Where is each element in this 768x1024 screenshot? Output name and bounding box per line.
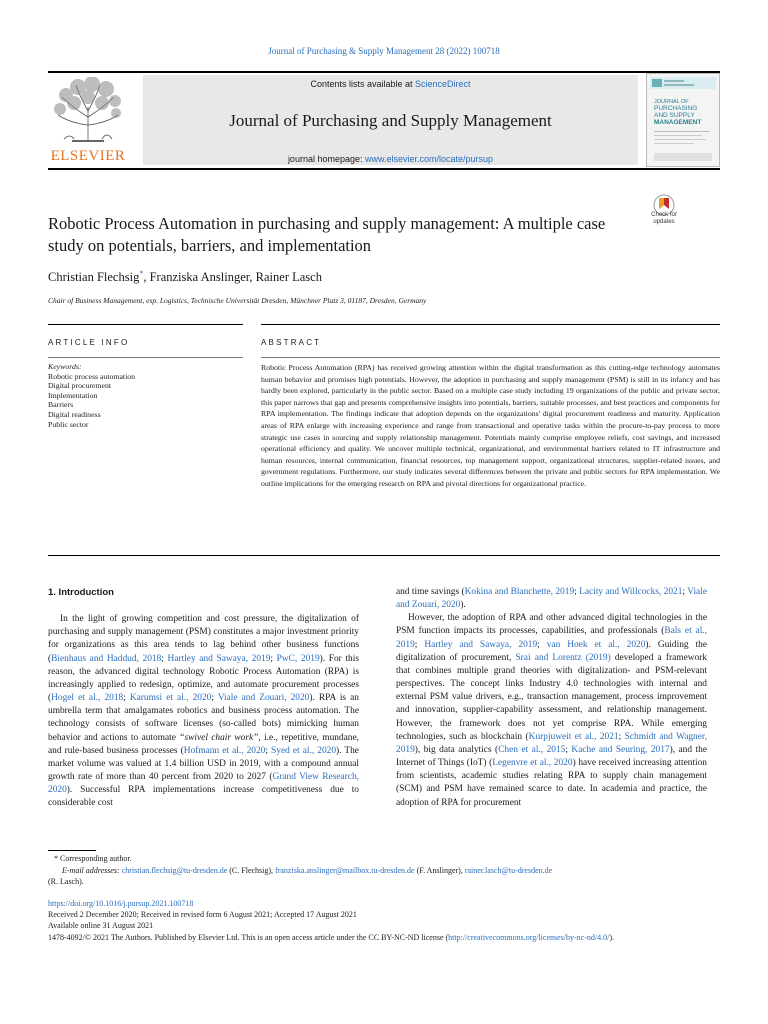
masthead-bottom-rule: [48, 168, 720, 170]
sciencedirect-link[interactable]: ScienceDirect: [415, 79, 471, 89]
body-text: ;: [265, 745, 272, 756]
body-text: ;: [618, 731, 625, 742]
keyword-item: Digital readiness: [48, 409, 101, 419]
license-statement: [48, 932, 720, 943]
footnotes: [48, 853, 720, 888]
email-link[interactable]: christian.flechsig@tu-dresden.de: [121, 865, 228, 875]
author-name[interactable]: Christian Flechsig: [48, 270, 140, 285]
body-text: However, the adoption of RPA and other advanced digital technologies in the PSM function impacts its processes, capabilities, and professionals (: [396, 613, 707, 637]
journal-homepage-line: [143, 154, 638, 164]
body-text: ). Guiding the digitalization of procurement,: [396, 639, 707, 663]
citation-link[interactable]: Hogel et al., 2018: [51, 693, 124, 704]
body-text: ) have received increasing attention from scientists, academic studies relating RPA to supply chain management (SCM) and PSM have remained scarce to date. In academia and practice, the adoption of RPA for procurement: [396, 758, 707, 808]
body-text: ;: [565, 744, 572, 755]
citation-link[interactable]: Hofmann et al., 2020: [183, 745, 266, 756]
body-text: In the light of growing competition and cost pressure, the digitalization of purchasing and supply management (PSM) constitutes a major investment priority for organizations as this area tends to lag behind other business functions (: [48, 614, 359, 664]
check-for-updates-label[interactable]: [640, 212, 688, 226]
body-text: ;: [574, 587, 580, 597]
body-text: ), and the Internet of Things (IoT) (: [396, 744, 707, 769]
email-link[interactable]: rainer.lasch@tu-dresden.de: [464, 865, 553, 875]
citation-link[interactable]: Karumsi et al., 2020: [129, 693, 212, 704]
body-text: ).: [460, 600, 466, 611]
journal-homepage-link[interactable]: www.elsevier.com/locate/pursup: [365, 154, 494, 164]
emphasis-text: “swivel chair work”: [179, 732, 259, 743]
keyword-item: Robotic process automation: [48, 371, 136, 381]
keywords-label: Keywords:: [48, 362, 82, 371]
journal-citation-link[interactable]: Journal of Purchasing & Supply Management 28 (2022) 100718: [268, 46, 500, 56]
contents-available-line: [143, 79, 638, 89]
citation-link[interactable]: Viale and Zouari, 2020: [396, 587, 707, 611]
citation-link[interactable]: Schmidt and Wagner, 2019: [396, 731, 707, 755]
journal-masthead: [48, 71, 720, 170]
abstract-bottom-rule: [48, 555, 720, 556]
article-info-heading: ARTICLE INFO: [48, 338, 130, 347]
body-text: ). For this reason, the advanced digital technology Robotic Process Automation (RPA) is increasingly applied to redesign, optimize, and automate procurement processes (: [48, 653, 359, 704]
footnote-rule: [48, 850, 96, 851]
citation-link[interactable]: Hartley and Sawaya, 2019: [424, 639, 538, 650]
body-text: ). RPA is an umbrella term that amalgamates robotics and business process automation. The technology consists of software licenses (so-called bots) mimicking human behavior and actions to automate: [48, 693, 359, 743]
citation-link[interactable]: Bals et al., 2019: [396, 626, 707, 650]
body-text: ;: [414, 639, 425, 650]
body-text: ;: [537, 639, 547, 650]
body-text: ;: [270, 653, 277, 664]
section-heading-introduction: 1. Introduction: [48, 587, 114, 598]
masthead-top-rule: [48, 71, 720, 73]
elsevier-tree-icon: [52, 77, 124, 143]
keywords-items: [48, 372, 243, 430]
cover-title-line: PURCHASING: [654, 105, 698, 112]
keyword-item: Public sector: [48, 419, 89, 429]
body-text: developed a framework that combines multiple grand theories with digitalization- and PSM-relevant perspectives. The concept links Industry 4.0 technologies with internal and external PSM value drivers, e.g., transaction management, process improvement and innovation, supplier-capability assessment, and relationship management. However, the framework does not yet comprise RPA. While emerging technologies, such as blockchain (: [396, 652, 707, 742]
citation-link[interactable]: Lacity and Willcocks, 2021: [579, 587, 683, 597]
corresponding-author-text: Corresponding author.: [60, 854, 132, 863]
author-list: [48, 269, 322, 285]
abstract-top-rule: [261, 324, 720, 325]
masthead-center-panel: [143, 75, 638, 165]
keyword-item: Digital procurement: [48, 381, 112, 391]
body-text: ). The market volume was valued at 1.4 billion USD in 2019, with a compound annual growth rate of more than 40 percent from 2020 to 2027 (: [48, 745, 359, 783]
body-text: ). Successful RPA implementations increase competitiveness due to considerable cost: [48, 785, 359, 809]
publication-details: [48, 898, 720, 943]
contents-prefix: Contents lists available at: [310, 79, 416, 89]
abstract-divider: [261, 357, 720, 358]
citation-link[interactable]: Syed et al., 2020: [271, 745, 337, 756]
citation-link[interactable]: van Hoek et al., 2020: [546, 639, 646, 650]
body-paragraph: [48, 613, 359, 810]
author-name[interactable]: , Franziska Anslinger: [143, 270, 250, 285]
cover-title-line: AND SUPPLY: [654, 112, 695, 119]
article-info-top-rule: [48, 324, 243, 325]
body-text: ;: [682, 587, 688, 597]
corresponding-author-mark[interactable]: *: [139, 269, 144, 278]
body-column-right: [396, 586, 707, 810]
received-dates: Received 2 December 2020; Received in revised form 6 August 2021; Accepted 17 August 2021: [48, 910, 357, 920]
body-text: ;: [211, 693, 218, 704]
body-paragraph: [396, 612, 707, 809]
article-title: Robotic Process Automation in purchasing and supply management: A multiple case study on potentials, barriers, and implementation: [48, 214, 606, 255]
keyword-item: Implementation: [48, 390, 98, 400]
cover-title-line: JOURNAL OF: [654, 99, 689, 105]
email-link[interactable]: franziska.anslinger@mailbox.tu-dresden.de: [275, 865, 415, 875]
citation-link[interactable]: Viale and Zouari, 2020: [217, 693, 310, 704]
license-text-end: ).: [609, 932, 614, 942]
keywords-list: [48, 362, 243, 429]
article-info-divider: [48, 357, 243, 358]
email-owner-continued: (R. Lasch).: [48, 877, 84, 886]
cover-title-line: MANAGEMENT: [654, 119, 702, 126]
citation-link[interactable]: Grand View Research, 2020: [48, 772, 359, 796]
body-paragraph: [396, 586, 707, 612]
citation-link[interactable]: Kurpjuweit et al., 2021: [528, 731, 619, 742]
email-addresses: [48, 865, 720, 877]
email-owner: (F. Anslinger),: [414, 865, 465, 875]
citation-link[interactable]: Bienhaus and Haddud, 2018: [51, 653, 162, 664]
email-label: E-mail addresses:: [62, 865, 122, 875]
citation-link[interactable]: Kache and Seuring, 2017: [571, 744, 670, 755]
license-text: 1478-4092/© 2021 The Authors. Published by Elsevier Ltd. This is an open access article under the CC BY-NC-ND license (: [48, 932, 449, 942]
homepage-prefix: journal homepage:: [287, 154, 365, 164]
corresponding-author-note: * Corresponding author.: [54, 854, 132, 863]
elsevier-wordmark: ELSEVIER: [50, 148, 126, 164]
body-text: ;: [161, 653, 168, 664]
license-link[interactable]: http://creativecommons.org/licenses/by-nc-nd/4.0/: [448, 932, 610, 942]
author-affiliation: Chair of Business Management, esp. Logistics, Technische Universität Dresden, Münchner Platz 3, 01187, Dresden, Germany: [48, 296, 427, 305]
citation-link[interactable]: Kokina and Blanchette, 2019: [464, 587, 575, 597]
body-text: ), big data analytics (: [414, 744, 499, 755]
citation-link[interactable]: Legenvre et al., 2020: [492, 758, 573, 769]
author-name[interactable]: , Rainer Lasch: [249, 270, 322, 285]
keyword-item: Barriers: [48, 400, 74, 410]
journal-cover-thumbnail[interactable]: [646, 73, 720, 167]
citation-link[interactable]: Srai and Lorentz (2019): [515, 652, 611, 663]
crossmark-label-line: updates: [653, 219, 675, 225]
crossmark-label-line: Check for: [651, 212, 677, 218]
abstract-heading: ABSTRACT: [261, 338, 322, 347]
citation-link[interactable]: Hartley and Sawaya, 2019: [167, 653, 271, 664]
doi-link[interactable]: https://doi.org/10.1016/j.pursup.2021.100718: [48, 899, 194, 908]
email-owner: (C. Flechsig),: [227, 865, 276, 875]
body-text: and time savings (: [396, 587, 465, 597]
abstract-text: Robotic Process Automation (RPA) has received growing attention within the digital transformation as this cutting-edge technology automates human behavior and promises high potentials. However, the adoption in purchasing and supply management (PSM) is still in its infancy and has hardly been explored, particularly in the public sector. Based on a multiple case study including 19 organizations of the public and private sector, this paper narrows that gap and presents comprehensive insights into potentials, barriers, suitable processes, and best practices and components for RPA implementation. The findings indicate that adoption depends on the organizations' digital procurement readiness and maturity. Application areas of RPA enlarge with increasing experience and range from transactional and operative tasks within the procure-to-pay process to more strategic use cases in sourcing and supply relationship management. Potentials mainly comprise employee reliefs, cost savings, and increased operational efficiency and quality. We uncover multiple technical, organizational, and environmental barriers related to IT infrastructure and human resources, internal communication, financial resources, top management support, organizational structures, supplier-related issues, and government regulations. Furthermore, our study indicates several differences between the private and public sectors for RPA implementation. We outline implications for the emerging research on RPA and pivotal directions for organizational practice.: [261, 363, 720, 488]
citation-link[interactable]: Chen et al., 2015: [498, 744, 566, 755]
body-column-left: [48, 586, 359, 811]
available-online-date: Available online 31 August 2021: [48, 921, 154, 931]
body-text: , i.e., repetitive, mundane, and rule-based business processes (: [48, 732, 360, 756]
citation-link[interactable]: PwC, 2019: [276, 653, 320, 664]
journal-name: Journal of Purchasing and Supply Management: [229, 111, 552, 130]
body-text: ;: [123, 693, 130, 704]
elsevier-logo[interactable]: [48, 77, 128, 165]
